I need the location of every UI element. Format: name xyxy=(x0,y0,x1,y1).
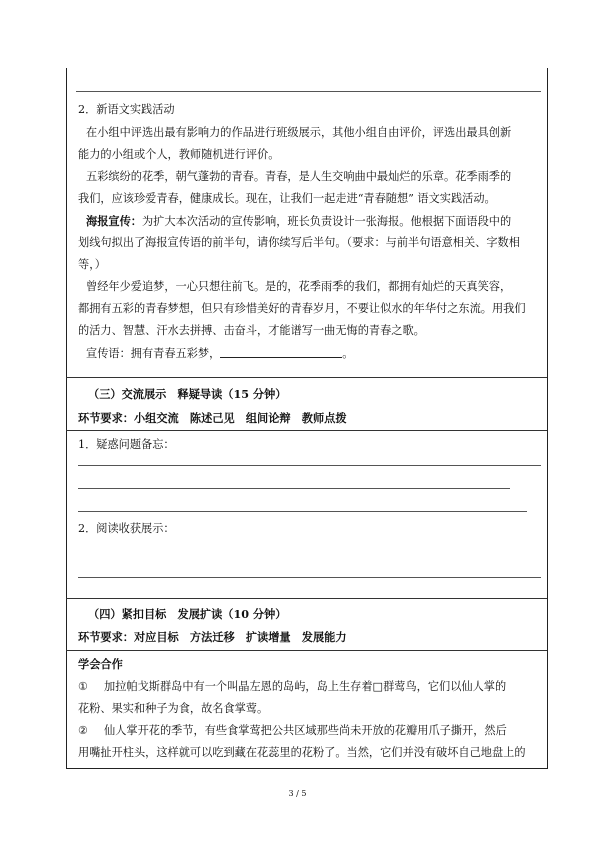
answer-line xyxy=(76,91,541,92)
section-title: （四）紧扣目标 发展扩读（10 分钟） xyxy=(88,607,287,621)
answer-line[interactable] xyxy=(78,577,541,578)
poster-task-label: 海报宣传： xyxy=(86,214,142,228)
slogan-suffix: 。 xyxy=(342,347,354,360)
page-number: 3 / 5 xyxy=(288,789,307,798)
poster-task-text: 为扩大本次活动的宣传影响，班长负责设计一张海报。他根据下面语段中的 xyxy=(141,215,512,228)
activity-heading: 2．新语文实践活动 xyxy=(78,103,175,116)
slogan-blank[interactable] xyxy=(220,346,342,358)
answer-line[interactable] xyxy=(78,511,527,512)
paragraph-number: ① xyxy=(78,680,89,693)
paragraph-number: ② xyxy=(78,724,89,737)
paragraph-line xyxy=(78,724,507,738)
passage-line: 的活力、智慧、汗水去拼搏、击奋斗，才能谱写一曲无悔的青春之歌。 xyxy=(78,324,425,337)
section-requirement: 环节要求：小组交流 陈述己见 组间论辩 教师点拨 xyxy=(78,411,347,425)
passage-line: 曾经年少爱追梦，一心只想往前飞。是的，花季雨季的我们，都拥有灿烂的天真笑容， xyxy=(86,280,512,293)
section-title: （三）交流展示 释疑导读（15 分钟） xyxy=(88,387,287,401)
paragraph-line: 划线句拟出了海报宣传语的前半句，请你续写后半句。（要求：与前半句语意相关、字数相 xyxy=(78,236,520,249)
section-divider xyxy=(66,377,547,378)
answer-line[interactable] xyxy=(78,465,541,466)
subheading: 学会合作 xyxy=(78,657,123,671)
slogan-prefix: 宣传语：拥有青春五彩梦， xyxy=(86,347,221,360)
paragraph-line: 五彩缤纷的花季，朝气蓬勃的青春。青春，是人生交响曲中最灿烂的乐章。花季雨季的 xyxy=(86,170,512,183)
paragraph-text: 加拉帕戈斯群岛中有一个叫晶左恩的岛屿，岛上生存着□群莺鸟，它们以仙人掌的 xyxy=(104,680,507,693)
slogan-line xyxy=(86,346,353,361)
paragraph-line: 等，） xyxy=(78,258,106,271)
poster-task-line xyxy=(86,214,511,229)
question-label: 1．疑惑问题备忘： xyxy=(78,438,175,451)
passage-line: 都拥有五彩的青春梦想，但只有珍惜美好的青春岁月，不要让似水的年华付之东流。用我们 xyxy=(78,302,526,315)
paragraph-line: 花粉、果实和种子为食，故名食掌莺。 xyxy=(78,702,269,715)
row-divider xyxy=(66,430,547,431)
section-requirement: 环节要求：对应目标 方法迁移 扩读增量 发展能力 xyxy=(78,630,347,644)
paragraph-line: 我们，应该珍爱青春，健康成长。现在，让我们一起走进“青春随想” 语文实践活动。 xyxy=(78,192,496,205)
paragraph-text: 仙人掌开花的季节，有些食掌莺把公共区域那些尚未开放的花瓣用爪子撕开，然后 xyxy=(104,724,507,737)
paragraph-line: 能力的小组或个人，教师随机进行评价。 xyxy=(78,148,280,161)
answer-line[interactable] xyxy=(78,488,510,489)
paragraph-line xyxy=(78,680,506,694)
paragraph-line: 在小组中评选出最有影响力的作品进行班级展示，其他小组自由评价，评选出最具创新 xyxy=(86,126,512,139)
row-divider xyxy=(66,650,547,651)
section-divider xyxy=(66,598,547,599)
paragraph-line: 用嘴扯开柱头，这样就可以吃到藏在花蕊里的花粉了。当然，它们并没有破坏自己地盘上的 xyxy=(78,746,526,759)
question-label: 2．阅读收获展示： xyxy=(78,522,175,535)
